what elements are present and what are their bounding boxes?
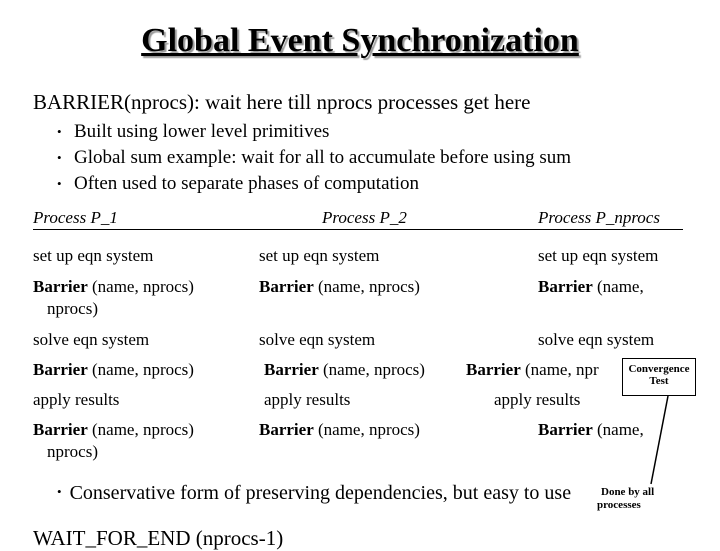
p1-solve: solve eqn system [33, 330, 150, 349]
barrier-keyword: Barrier [33, 360, 88, 379]
bullet-dot-icon: • [57, 150, 62, 165]
barrier-args: (name, nprocs) [87, 420, 194, 439]
barrier-args: (name, nprocs) [318, 360, 425, 379]
barrier-args: (name, [592, 277, 644, 296]
barrier-args: (name, nprocs) [313, 420, 420, 439]
barrier-args: (name, nprocs) [87, 360, 194, 379]
conclusion-bullet [57, 482, 571, 505]
barrier-keyword: Barrier [259, 420, 314, 439]
barrier-keyword: Barrier [259, 277, 314, 296]
callout-text: processes [597, 499, 641, 511]
p2-setup: set up eqn system [259, 246, 380, 265]
p3-setup: set up eqn system [538, 246, 659, 265]
wait-for-end-call: WAIT_FOR_END (nprocs-1) [33, 526, 284, 550]
barrier-args-continued: nprocs) [47, 442, 98, 461]
barrier-keyword: Barrier [466, 360, 521, 379]
header-process-1: Process P_1 [33, 208, 118, 227]
p1-setup: set up eqn system [33, 246, 154, 265]
barrier-args: (name, nprocs) [313, 277, 420, 296]
bullet-text: Built using lower level primitives [74, 121, 330, 142]
barrier-definition: BARRIER(nprocs): wait here till nprocs processes get here [33, 90, 531, 114]
barrier-keyword: Barrier [264, 360, 319, 379]
bullet-dot-icon: • [57, 484, 62, 499]
barrier-args: (name, nprocs) [87, 277, 194, 296]
p3-solve: solve eqn system [538, 330, 655, 349]
callout-text: Done by all [601, 486, 655, 498]
barrier-keyword: Barrier [538, 420, 593, 439]
barrier-args: (name, [592, 420, 644, 439]
p2-solve: solve eqn system [259, 330, 376, 349]
callout-text: Test [649, 375, 669, 387]
barrier-args: (name, npr [520, 360, 599, 379]
p3-apply: apply results [494, 390, 581, 409]
p2-apply: apply results [264, 390, 351, 409]
bullet-text: Often used to separate phases of computation [74, 173, 420, 194]
bullet-text: Global sum example: wait for all to accumulate before using sum [74, 147, 572, 168]
header-process-2: Process P_2 [322, 208, 407, 227]
barrier-keyword: Barrier [33, 277, 88, 296]
callout-text: Convergence [628, 363, 690, 375]
convergence-test-callout [622, 358, 696, 396]
bullet-dot-icon: • [57, 124, 62, 139]
barrier-keyword: Barrier [538, 277, 593, 296]
bullet-dot-icon: • [57, 176, 62, 191]
barrier-args-continued: nprocs) [47, 299, 98, 318]
bullet-text: Conservative form of preserving dependencies, but easy to use [69, 482, 572, 504]
barrier-keyword: Barrier [33, 420, 88, 439]
header-process-nprocs: Process P_nprocs [538, 208, 660, 227]
done-by-all-callout [597, 486, 667, 512]
p1-apply: apply results [33, 390, 120, 409]
slide-title: Global Event Synchronization [141, 22, 579, 59]
